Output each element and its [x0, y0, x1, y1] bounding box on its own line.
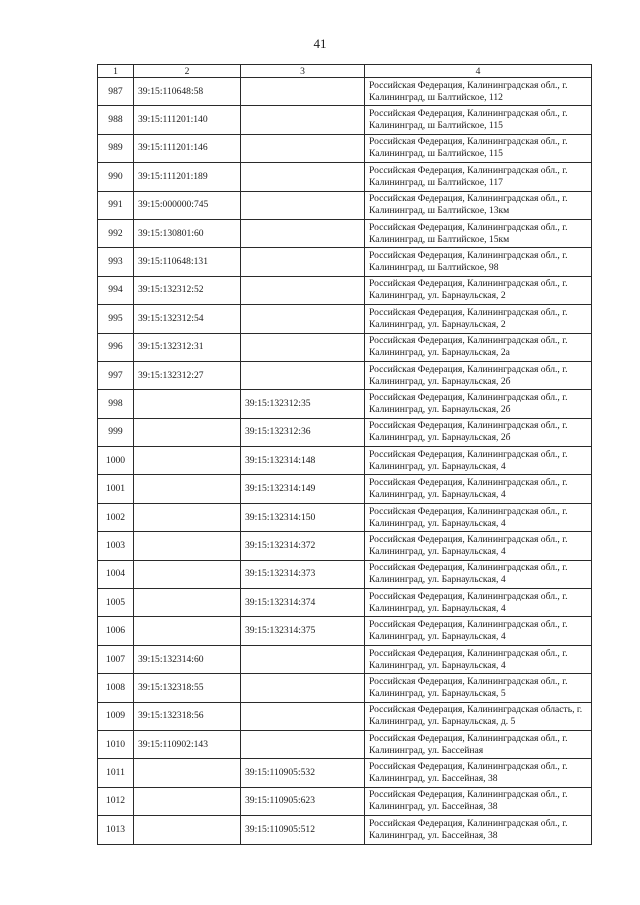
address: Российская Федерация, Калининградская обл., г. Калининград, ул. Барнаульская, 2б	[365, 361, 592, 389]
cadastral-number-col3	[241, 674, 365, 702]
table-row	[98, 816, 592, 844]
table-row	[98, 305, 592, 333]
table-row	[98, 617, 592, 645]
table-row	[98, 560, 592, 588]
row-number: 999	[98, 418, 134, 446]
header-col-3: 3	[241, 65, 365, 78]
header-col-2: 2	[134, 65, 241, 78]
cadastral-number-col2: 39:15:132318:56	[134, 702, 241, 730]
row-number: 987	[98, 78, 134, 106]
header-col-4: 4	[365, 65, 592, 78]
cadastral-number-col2: 39:15:130801:60	[134, 219, 241, 247]
address: Российская Федерация, Калининградская обл., г. Калининград, ул. Барнаульская, 4	[365, 645, 592, 673]
cadastral-number-col2	[134, 816, 241, 844]
address: Российская Федерация, Калининградская обл., г. Калининград, ул. Барнаульская, 4	[365, 447, 592, 475]
cadastral-number-col3	[241, 191, 365, 219]
cadastral-number-col2	[134, 787, 241, 815]
cadastral-number-col3	[241, 702, 365, 730]
cadastral-number-col3	[241, 333, 365, 361]
address: Российская Федерация, Калининградская обл., г. Калининград, ул. Барнаульская, 4	[365, 532, 592, 560]
cadastral-number-col3	[241, 361, 365, 389]
table-row	[98, 503, 592, 531]
address: Российская Федерация, Калининградская обл., г. Калининград, ул. Барнаульская, 2б	[365, 390, 592, 418]
address: Российская Федерация, Калининградская обл., г. Калининград, ш Балтийское, 98	[365, 248, 592, 276]
row-number: 1002	[98, 503, 134, 531]
cadastral-number-col2: 39:15:000000:745	[134, 191, 241, 219]
address: Российская Федерация, Калининградская обл., г. Калининград, ул. Барнаульская, 2	[365, 276, 592, 304]
table-row	[98, 361, 592, 389]
row-number: 1004	[98, 560, 134, 588]
row-number: 1011	[98, 759, 134, 787]
cadastral-number-col2: 39:15:110902:143	[134, 730, 241, 758]
table-row	[98, 447, 592, 475]
address: Российская Федерация, Калининградская обл., г. Калининград, ул. Барнаульская, 2а	[365, 333, 592, 361]
cadastral-number-col2: 39:15:132318:55	[134, 674, 241, 702]
table-row	[98, 390, 592, 418]
cadastral-number-col3	[241, 276, 365, 304]
address: Российская Федерация, Калининградская обл., г. Калининград, ул. Барнаульская, 4	[365, 589, 592, 617]
cadastral-number-col3: 39:15:110905:623	[241, 787, 365, 815]
header-row	[98, 65, 592, 78]
cadastral-number-col2	[134, 532, 241, 560]
cadastral-number-col3: 39:15:132314:374	[241, 589, 365, 617]
cadastral-table	[97, 64, 592, 845]
table-row	[98, 475, 592, 503]
row-number: 990	[98, 163, 134, 191]
table-row	[98, 418, 592, 446]
table-row	[98, 674, 592, 702]
cadastral-number-col3: 39:15:132314:150	[241, 503, 365, 531]
row-number: 993	[98, 248, 134, 276]
table-header	[98, 65, 592, 78]
row-number: 996	[98, 333, 134, 361]
row-number: 994	[98, 276, 134, 304]
cadastral-number-col2	[134, 418, 241, 446]
table-row	[98, 333, 592, 361]
cadastral-number-col2: 39:15:132314:60	[134, 645, 241, 673]
table-row	[98, 191, 592, 219]
table-row	[98, 134, 592, 162]
row-number: 1009	[98, 702, 134, 730]
cadastral-number-col2: 39:15:111201:140	[134, 106, 241, 134]
cadastral-number-col3: 39:15:132314:375	[241, 617, 365, 645]
row-number: 1008	[98, 674, 134, 702]
row-number: 989	[98, 134, 134, 162]
address: Российская Федерация, Калининградская обл., г. Калининград, ш Балтийское, 112	[365, 78, 592, 106]
table-row	[98, 589, 592, 617]
table-row	[98, 759, 592, 787]
cadastral-number-col3: 39:15:132314:149	[241, 475, 365, 503]
cadastral-number-col3: 39:15:132312:36	[241, 418, 365, 446]
row-number: 1012	[98, 787, 134, 815]
row-number: 988	[98, 106, 134, 134]
cadastral-number-col2: 39:15:110648:131	[134, 248, 241, 276]
cadastral-number-col2: 39:15:132312:54	[134, 305, 241, 333]
cadastral-number-col3	[241, 219, 365, 247]
address: Российская Федерация, Калининградская обл., г. Калининград, ул. Барнаульская, 4	[365, 503, 592, 531]
page-number: 41	[313, 36, 327, 51]
cadastral-number-col3: 39:15:132314:373	[241, 560, 365, 588]
address: Российская Федерация, Калининградская обл., г. Калининград, ш Балтийское, 115	[365, 134, 592, 162]
address: Российская Федерация, Калининградская обл., г. Калининград, ш Балтийское, 117	[365, 163, 592, 191]
address: Российская Федерация, Калининградская обл., г. Калининград, ул. Барнаульская, 5	[365, 674, 592, 702]
cadastral-number-col2	[134, 560, 241, 588]
table-row	[98, 276, 592, 304]
cadastral-number-col3	[241, 134, 365, 162]
address: Российская Федерация, Калининградская обл., г. Калининград, ул. Бассейная, 38	[365, 816, 592, 844]
table-row	[98, 702, 592, 730]
row-number: 991	[98, 191, 134, 219]
row-number: 1001	[98, 475, 134, 503]
table-row	[98, 645, 592, 673]
cadastral-number-col2: 39:15:111201:146	[134, 134, 241, 162]
cadastral-number-col3	[241, 645, 365, 673]
table-row	[98, 730, 592, 758]
table-row	[98, 248, 592, 276]
table-row	[98, 78, 592, 106]
address: Российская Федерация, Калининградская обл., г. Калининград, ш Балтийское, 115	[365, 106, 592, 134]
cadastral-number-col2	[134, 390, 241, 418]
address: Российская Федерация, Калининградская обл., г. Калининград, ул. Барнаульская, 4	[365, 560, 592, 588]
cadastral-number-col3	[241, 106, 365, 134]
cadastral-number-col2: 39:15:111201:189	[134, 163, 241, 191]
row-number: 1007	[98, 645, 134, 673]
row-number: 1006	[98, 617, 134, 645]
cadastral-number-col3: 39:15:132314:148	[241, 447, 365, 475]
cadastral-number-col2	[134, 447, 241, 475]
address: Российская Федерация, Калининградская обл., г. Калининград, ул. Бассейная, 38	[365, 759, 592, 787]
address: Российская Федерация, Калининградская обл., г. Калининград, ул. Бассейная	[365, 730, 592, 758]
cadastral-number-col2: 39:15:132312:27	[134, 361, 241, 389]
row-number: 1005	[98, 589, 134, 617]
address: Российская Федерация, Калининградская область, г. Калининград, ул. Барнаульская, д. 5	[365, 702, 592, 730]
row-number: 995	[98, 305, 134, 333]
row-number: 992	[98, 219, 134, 247]
header-col-1: 1	[98, 65, 134, 78]
address: Российская Федерация, Калининградская обл., г. Калининград, ул. Барнаульская, 4	[365, 617, 592, 645]
address: Российская Федерация, Калининградская обл., г. Калининград, ш Балтийское, 13км	[365, 191, 592, 219]
table-row	[98, 106, 592, 134]
table-row	[98, 163, 592, 191]
cadastral-number-col3: 39:15:132314:372	[241, 532, 365, 560]
cadastral-number-col3: 39:15:110905:512	[241, 816, 365, 844]
row-number: 1003	[98, 532, 134, 560]
cadastral-number-col3: 39:15:110905:532	[241, 759, 365, 787]
address: Российская Федерация, Калининградская обл., г. Калининград, ул. Барнаульская, 2	[365, 305, 592, 333]
cadastral-number-col3	[241, 305, 365, 333]
address: Российская Федерация, Калининградская обл., г. Калининград, ул. Бассейная, 38	[365, 787, 592, 815]
cadastral-number-col2: 39:15:132312:31	[134, 333, 241, 361]
cadastral-number-col2	[134, 475, 241, 503]
table-row	[98, 219, 592, 247]
row-number: 1013	[98, 816, 134, 844]
address: Российская Федерация, Калининградская обл., г. Калининград, ш Балтийское, 15км	[365, 219, 592, 247]
table-row	[98, 532, 592, 560]
cadastral-number-col2: 39:15:110648:58	[134, 78, 241, 106]
row-number: 998	[98, 390, 134, 418]
table-body	[98, 78, 592, 845]
table-row	[98, 787, 592, 815]
cadastral-number-col2: 39:15:132312:52	[134, 276, 241, 304]
cadastral-number-col2	[134, 589, 241, 617]
cadastral-number-col3	[241, 248, 365, 276]
cadastral-number-col2	[134, 759, 241, 787]
row-number: 997	[98, 361, 134, 389]
cadastral-number-col3	[241, 730, 365, 758]
address: Российская Федерация, Калининградская обл., г. Калининград, ул. Барнаульская, 2б	[365, 418, 592, 446]
row-number: 1010	[98, 730, 134, 758]
address: Российская Федерация, Калининградская обл., г. Калининград, ул. Барнаульская, 4	[365, 475, 592, 503]
cadastral-number-col3: 39:15:132312:35	[241, 390, 365, 418]
cadastral-number-col2	[134, 503, 241, 531]
cadastral-number-col2	[134, 617, 241, 645]
cadastral-number-col3	[241, 163, 365, 191]
row-number: 1000	[98, 447, 134, 475]
cadastral-number-col3	[241, 78, 365, 106]
